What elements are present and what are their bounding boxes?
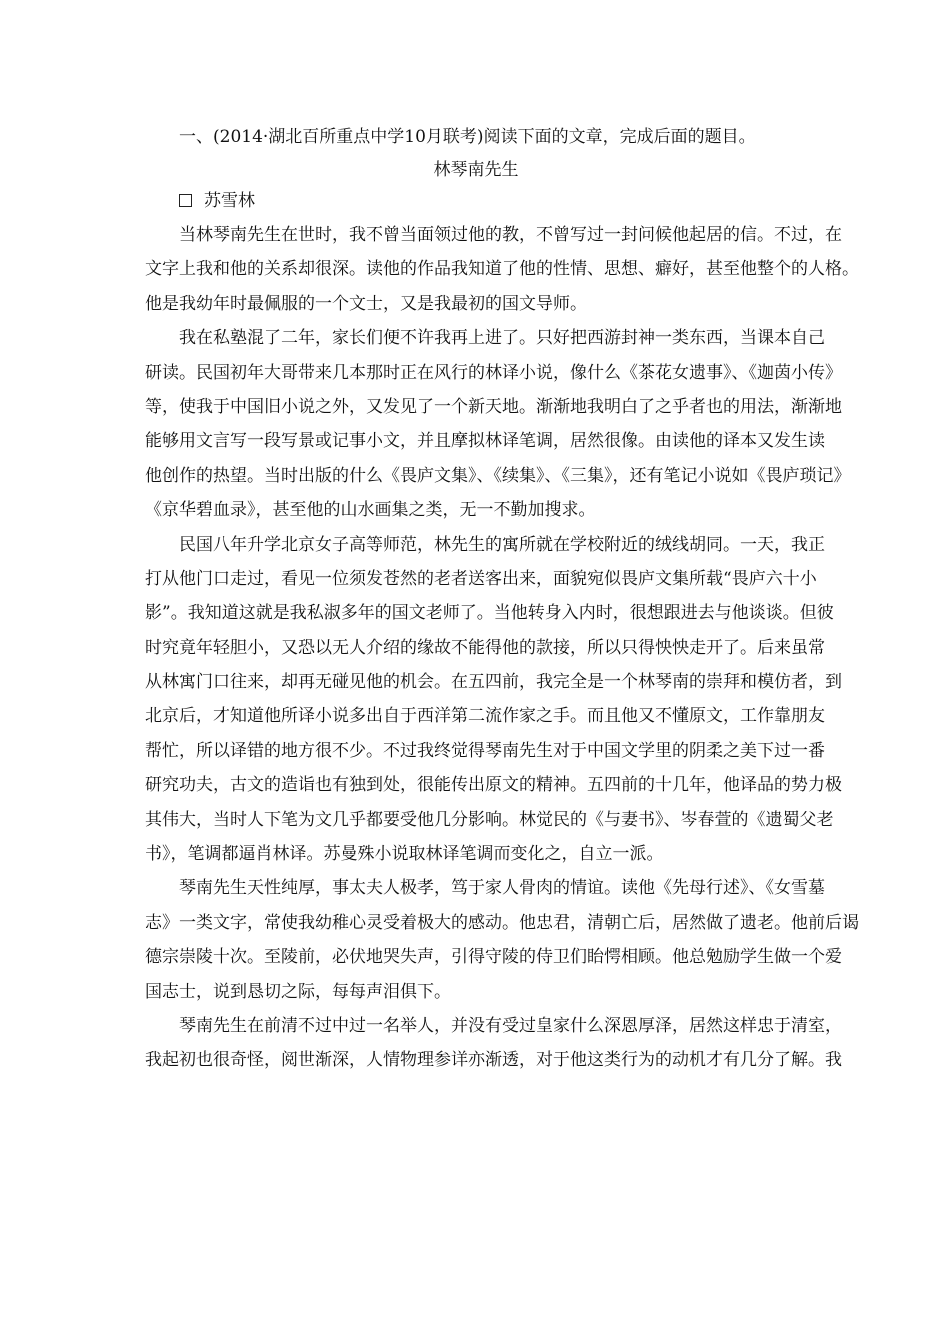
paragraph-line: 打从他门口走过，看见一位须发苍然的老者送客出来，面貌宛似畏庐文集所载“畏庐六十小: [145, 568, 817, 589]
paragraph-line: 他是我幼年时最佩服的一个文士，又是我最初的国文导师。: [145, 293, 587, 314]
document-body: [145, 122, 859, 1078]
paragraph-line: 《京华碧血录》，甚至他的山水画集之类，无一不勤加搜求。: [145, 500, 596, 521]
paragraph-line: 时究竟年轻胆小，又恐以无人介绍的缘故不能得他的款接，所以只得怏怏走开了。后来虽常: [145, 637, 825, 658]
paragraph-line: 从林寓门口往来，却再无碰见他的机会。在五四前，我完全是一个林琴南的崇拜和模仿者，到: [145, 672, 842, 693]
paragraph-line: 民国八年升学北京女子高等师范，林先生的寓所就在学校附近的绒线胡同。一天，我正: [179, 534, 825, 555]
paragraph-line: 德宗崇陵十次。至陵前，必伏地哭失声，引得守陵的侍卫们眙愕相顾。他总勉励学生做一个爱: [145, 947, 842, 968]
author-line: [179, 188, 807, 214]
author-checkbox-icon: [179, 194, 192, 207]
paragraph-line: 其伟大，当时人下笔为文几乎都要受他几分影响。林觉民的《与妻书》、岑春萱的《遗蜀父老: [145, 809, 834, 830]
paragraph-line: 文字上我和他的关系却很深。读他的作品我知道了他的性情、思想、癖好，甚至他整个的人格。: [145, 259, 859, 280]
paragraph-line: 当林琴南先生在世时，我不曾当面领过他的教，不曾写过一封问候他起居的信。不过，在: [179, 225, 842, 245]
paragraph-line: 志》一类文字，常使我幼稚心灵受着极大的感动。他忠君，清朝亡后，居然做了遗老。他前后谒: [145, 912, 859, 933]
paragraph-line: 影”。我知道这就是我私淑多年的国文老师了。当他转身入内时，很想跟进去与他谈谈。但彼: [145, 603, 834, 624]
paragraph-line: 等，使我于中国旧小说之外，又发见了一个新天地。渐渐地我明白了之乎者也的用法，渐渐地: [145, 396, 842, 417]
paragraph-line: 琴南先生在前清不过中过一名举人，并没有受过皇家什么深恩厚泽，居然这样忠于清室，: [179, 1015, 842, 1036]
article-title: 林琴南先生: [433, 160, 519, 180]
paragraph-line: 国志士，说到恳切之际，每每声泪俱下。: [145, 981, 451, 1002]
paragraph-line: 我在私塾混了二年，家长们便不许我再上进了。只好把西游封神一类东西，当课本自己: [179, 328, 825, 349]
paragraph-line: 我起初也很奇怪，阅世渐深，人情物理参详亦渐透，对于他这类行为的动机才有几分了解。我: [145, 1050, 842, 1071]
paragraph-line: 帮忙，所以译错的地方很不少。不过我终觉得琴南先生对于中国文学里的阴柔之美下过一番: [145, 740, 825, 761]
paragraph-line: 北京后，才知道他所译小说多出自于西洋第二流作家之手。而且他又不懂原文，工作靠朋友: [145, 706, 825, 727]
paragraph-3: [145, 528, 842, 872]
paragraph-2: [145, 321, 851, 527]
question-header: 一、(2014·湖北百所重点中学10月联考)阅读下面的文章，完成后面的题目。: [179, 127, 756, 147]
article-text: [145, 218, 859, 1078]
paragraph-4: [145, 871, 859, 1009]
paragraph-line: 研读。民国初年大哥带来几本那时正在风行的林译小说，像什么《茶花女遗事》、《迦茵小传》: [145, 362, 842, 383]
paragraph-line: 他创作的热望。当时出版的什么《畏庐文集》、《续集》、《三集》，还有笔记小说如《畏庐琐记》: [145, 465, 851, 486]
paragraph-line: 书》，笔调都逼肖林译。苏曼殊小说取林译笔调而变化之，自立一派。: [145, 844, 664, 865]
paragraph-1: [145, 218, 859, 321]
paragraph-line: 琴南先生天性纯厚，事太夫人极孝，笃于家人骨肉的情谊。读他《先母行述》、《女雪墓: [179, 878, 825, 899]
paragraph-5: [145, 1009, 842, 1078]
author-name: 苏雪林: [204, 191, 255, 211]
paragraph-line: 研究功夫，古文的造诣也有独到处，很能传出原文的精神。五四前的十几年，他译品的势力极: [145, 775, 842, 796]
paragraph-line: 能够用文言写一段写景或记事小文，并且摩拟林译笔调，居然很像。由读他的译本又发生读: [145, 431, 825, 452]
